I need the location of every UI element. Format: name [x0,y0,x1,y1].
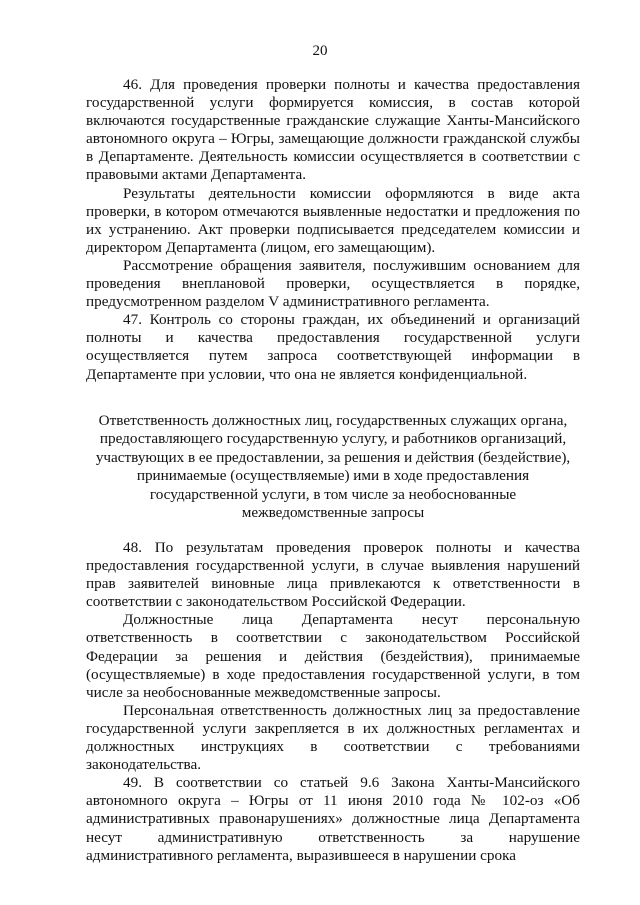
section-heading-responsibility: Ответственность должностных лиц, государственных служащих органа, предоставляющего государственную услугу, и работников организаций, участвующих в ее предоставлении, за решения и действия (бездействие), принимаемые (осуществляемые) ими в ходе предоставления государственной услуги, в том числе за необоснованные межведомственные запросы [95,412,571,522]
paragraph-46: 46. Для проведения проверки полноты и качества предоставления государственной услуги формируется комиссия, в состав которой включаются государственные гражданские служащие Ханты-Мансийского автономного округа – Югры, замещающие должности гражданской службы в Департаменте. Деятельность комиссии осуществляется в соответствии с правовыми актами Департамента. [86,76,580,184]
paragraph-47: 47. Контроль со стороны граждан, их объединений и организаций полноты и качества предоставления государственной услуги осуществляется путем запроса соответствующей информации в Департаменте при условии, что она не является конфиденциальной. [86,311,580,383]
paragraph-48: 48. По результатам проведения проверок полноты и качества предоставления государственной услуги, в случае выявления нарушений прав заявителей виновные лица привлекаются к ответственности в соответствии с законодательством Российской Федерации. [86,539,580,611]
paragraph-unscheduled-inspection: Рассмотрение обращения заявителя, послужившим основанием для проведения внеплановой проверки, осуществляется в порядке, предусмотренном разделом V административного регламента. [86,256,580,311]
paragraph-49: 49. В соответствии со статьей 9.6 Закона Ханты-Мансийского автономного округа – Югры от 11 июня 2010 года № 102-оз «Об административных правонарушениях» должностные лица Департамента несут административную ответственность за нарушение административного регламента, выразившееся в нарушении срока [86,774,580,864]
section-control-paragraphs [86,76,580,384]
paragraph-inspection-results: Результаты деятельности комиссии оформляются в виде акта проверки, в котором отмечаются выявленные недостатки и предложения по их устранению. Акт проверки подписывается председателем комиссии и директором Департамента (лицом, его замещающим). [86,184,580,256]
page-number: 20 [312,43,328,59]
paragraph-personal-responsibility: Должностные лица Департамента несут персональную ответственность в соответствии с законодательством Российской Федерации за решения и действия (бездействия), принимаемые (осуществляемые) в ходе предоставления государственной услуги, в том числе за необоснованные межведомственные запросы. [86,611,580,701]
paragraph-job-regulations: Персональная ответственность должностных лиц за предоставление государственной услуги закрепляется в их должностных регламентах и должностных инструкциях в соответствии с требованиями законодательства. [86,701,580,774]
section-responsibility-paragraphs [86,539,580,865]
